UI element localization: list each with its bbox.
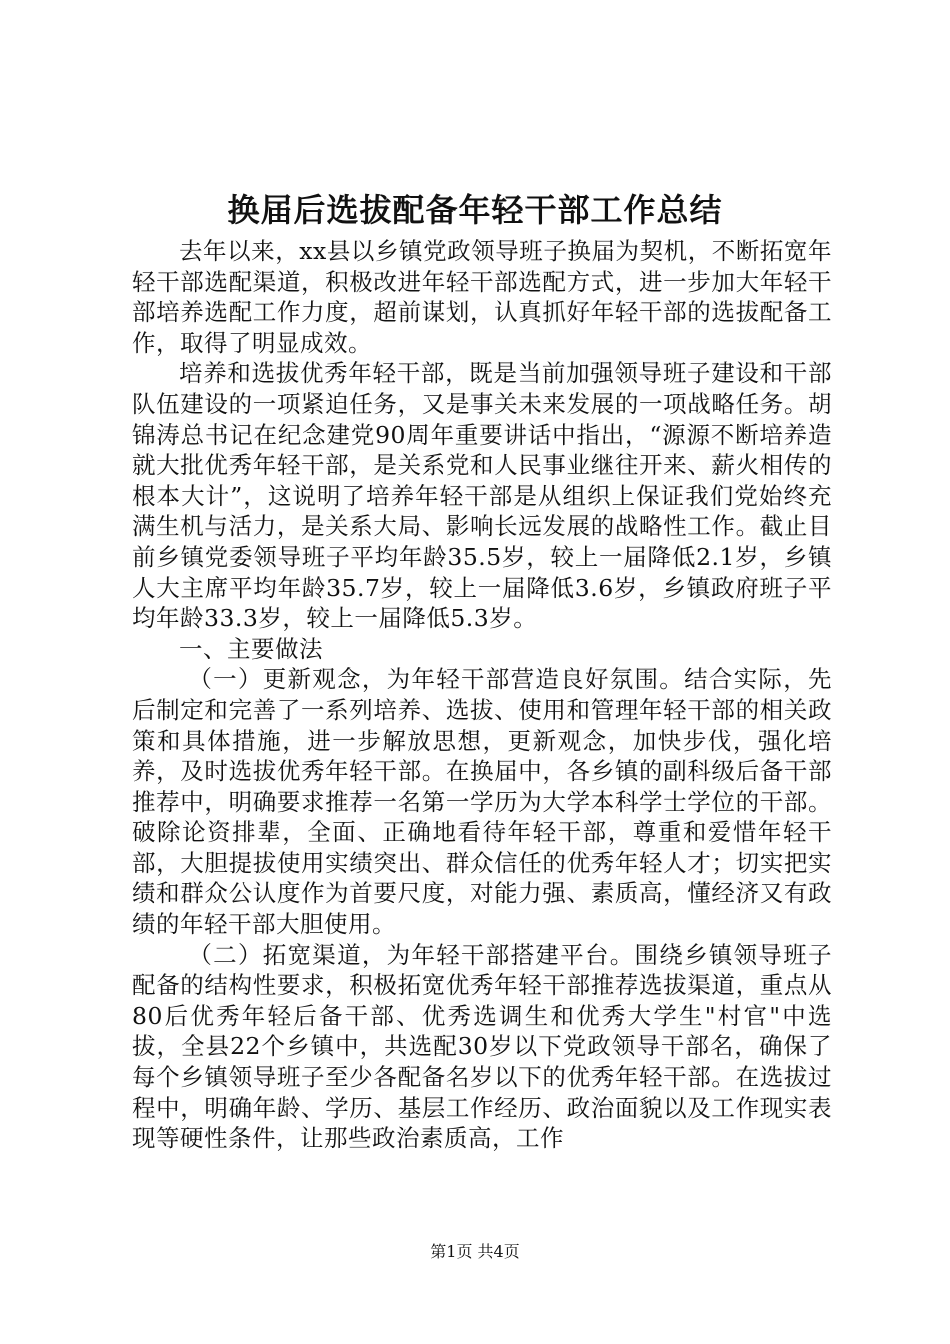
section-heading-main-practices: 一、主要做法 xyxy=(179,634,323,663)
paragraph-practice-1: （一）更新观念，为年轻干部营造良好氛围。结合实际，先后制定和完善了一系列培养、选拔、使用和管理年轻干部的相关政策和具体措施，进一步解放思想，更新观念，加快步伐，强化培养，及时选拔优秀年轻干部。在换届中，各乡镇的副科级后备干部推荐中，明确要求推荐一名第一学历为大学本科学士学位的干部。破除论资排辈，全面、正确地看待年轻干部，尊重和爱惜年轻干部，大胆提拔使用实绩突出、群众信任的优秀年轻人才；切实把实绩和群众公认度作为首要尺度，对能力强、素质高，懂经济又有政绩的年轻干部大胆使用。 xyxy=(132,665,832,939)
paragraph-intro: 去年以来，xx县以乡镇党政领导班子换届为契机，不断拓宽年轻干部选配渠道，积极改进年轻干部选配方式，进一步加大年轻干部培养选配工作力度，超前谋划，认真抓好年轻干部的选拔配备工作，取得了明显成效。 xyxy=(132,237,832,357)
paragraph-practice-2: （二）拓宽渠道，为年轻干部搭建平台。围绕乡镇领导班子配备的结构性要求，积极拓宽优秀年轻干部推荐选拔渠道，重点从80后优秀年轻后备干部、优秀选调生和优秀大学生"村官"中选拔，全县22个乡镇中，共选配30岁以下党政领导干部名，确保了每个乡镇领导班子至少各配备名岁以下的优秀年轻干部。在选拔过程中，明确年龄、学历、基层工作经历、政治面貌以及工作现实表现等硬性条件，让那些政治素质高，工作 xyxy=(132,940,832,1153)
paragraph-background: 培养和选拔优秀年轻干部，既是当前加强领导班子建设和干部队伍建设的一项紧迫任务，又是事关未来发展的一项战略任务。胡锦涛总书记在纪念建党90周年重要讲话中指出，“源源不断培养造就大批优秀年轻干部，是关系党和人民事业继往开来、薪火相传的根本大计”，这说明了培养年轻干部是从组织上保证我们党始终充满生机与活力，是关系大局、影响长远发展的战略性工作。截止目前乡镇党委领导班子平均年龄35.5岁，较上一届降低2.1岁，乡镇人大主席平均年龄35.7岁，较上一届降低3.6岁，乡镇政府班子平均年龄33.3岁，较上一届降低5.3岁。 xyxy=(132,359,832,633)
page-number-footer: 第1页 共4页 xyxy=(430,1242,520,1261)
document-body xyxy=(132,236,832,1154)
document-title: 换届后选拔配备年轻干部工作总结 xyxy=(227,191,723,229)
